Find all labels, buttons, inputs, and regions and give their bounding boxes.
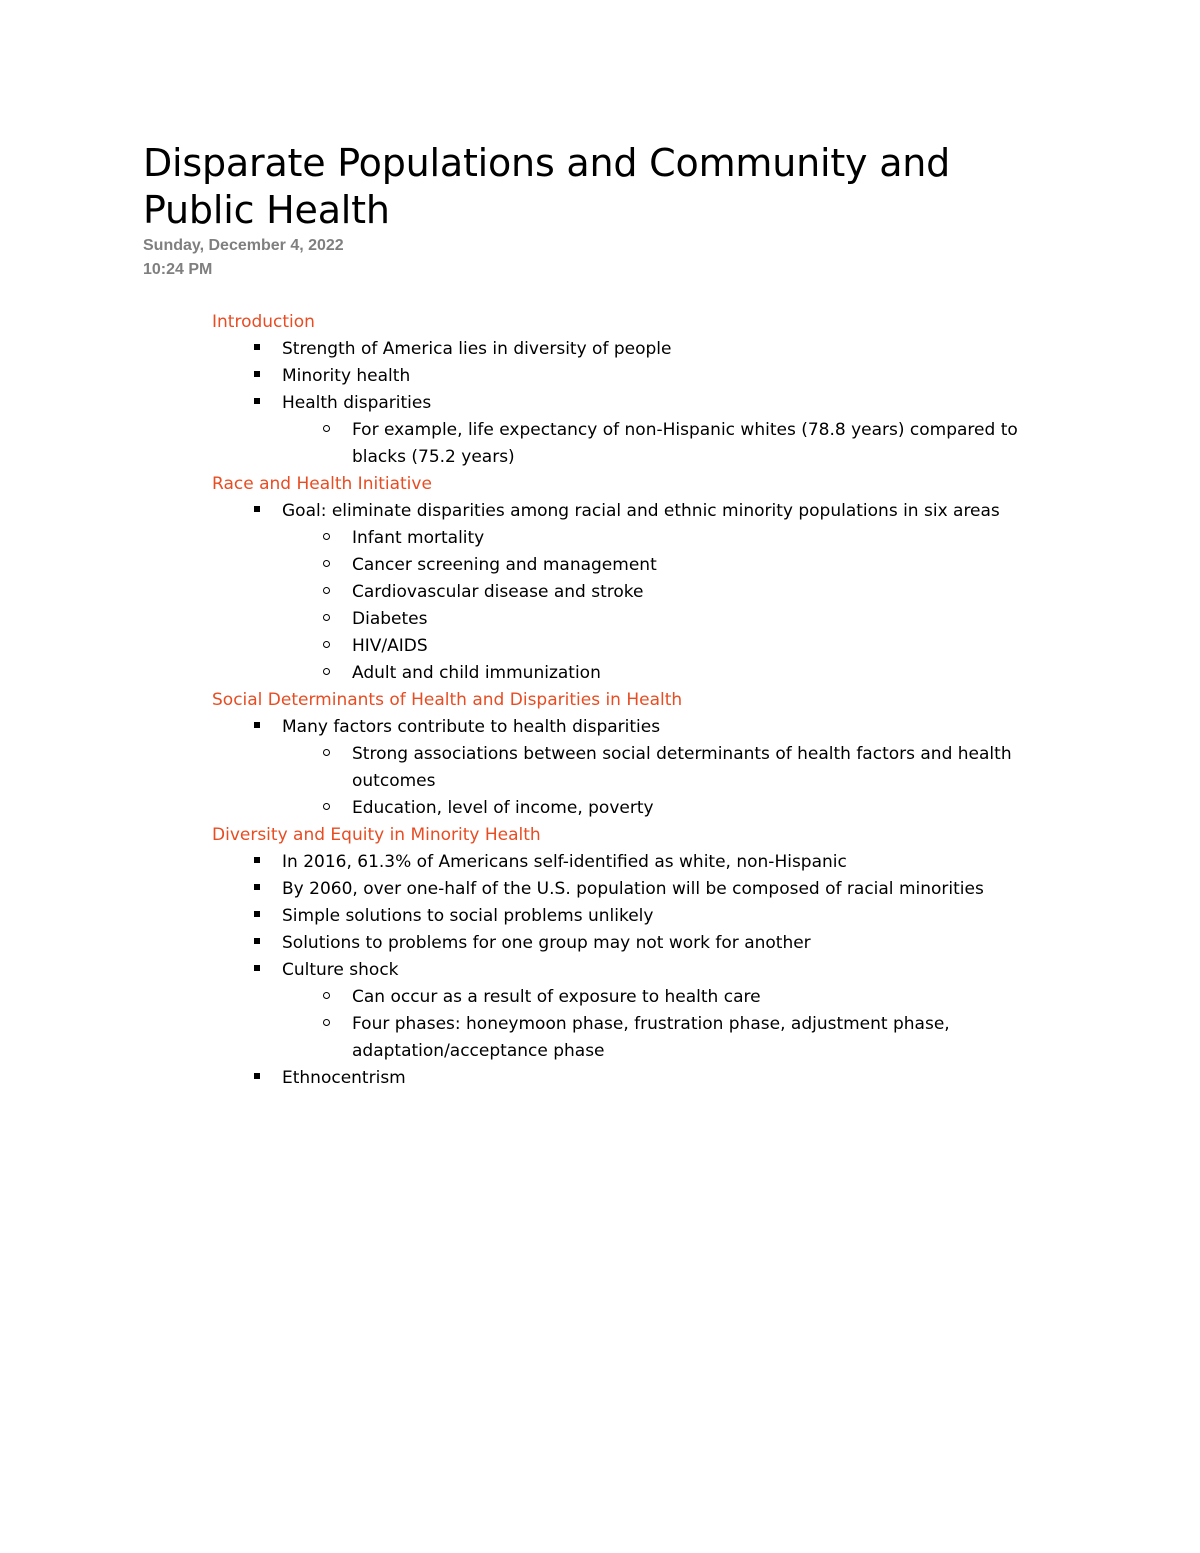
section-heading: Race and Health Initiative: [212, 474, 432, 494]
square-bullet-icon: [254, 722, 260, 728]
list-item-text: In 2016, 61.3% of Americans self-identified as white, non-Hispanic: [282, 852, 847, 872]
sub-list-item-text: For example, life expectancy of non-Hispanic whites (78.8 years) compared to blacks (75.2 years): [352, 420, 1018, 467]
note-time: 10:24 PM: [143, 261, 213, 278]
sub-list-item-text: HIV/AIDS: [352, 636, 428, 656]
sub-bullet-list: [282, 741, 1042, 822]
sub-list-item: [352, 795, 1042, 822]
sub-list-item-text: Cardiovascular disease and stroke: [352, 582, 644, 602]
list-item-text: Ethnocentrism: [282, 1068, 406, 1088]
list-item: [282, 903, 1042, 930]
sub-list-item-text: Adult and child immunization: [352, 663, 601, 683]
list-item-text: Culture shock: [282, 960, 399, 980]
square-bullet-icon: [254, 398, 260, 404]
circle-bullet-icon: [323, 614, 330, 621]
list-item-text: Solutions to problems for one group may not work for another: [282, 933, 811, 953]
list-item: [282, 390, 1042, 471]
list-item-text: Minority health: [282, 366, 411, 386]
square-bullet-icon: [254, 884, 260, 890]
list-item: [282, 498, 1042, 687]
circle-bullet-icon: [323, 749, 330, 756]
bullet-list: [212, 849, 1042, 1092]
page-title: Disparate Populations and Community and Public Health: [143, 141, 951, 232]
circle-bullet-icon: [323, 533, 330, 540]
circle-bullet-icon: [323, 1019, 330, 1026]
bullet-list: [212, 498, 1042, 687]
sub-list-item: [352, 741, 1042, 795]
sub-list-item: [352, 633, 1042, 660]
square-bullet-icon: [254, 506, 260, 512]
note-date: Sunday, December 4, 2022: [143, 237, 344, 254]
bullet-list: [212, 336, 1042, 471]
list-item: [282, 336, 1042, 363]
note-body: [212, 309, 1042, 1092]
sub-list-item: [352, 1011, 1042, 1065]
sub-bullet-list: [282, 984, 1042, 1065]
sub-list-item-text: Can occur as a result of exposure to health care: [352, 987, 761, 1007]
sub-list-item: [352, 525, 1042, 552]
sub-list-item-text: Infant mortality: [352, 528, 485, 548]
square-bullet-icon: [254, 857, 260, 863]
square-bullet-icon: [254, 938, 260, 944]
square-bullet-icon: [254, 911, 260, 917]
sub-list-item-text: Diabetes: [352, 609, 428, 629]
circle-bullet-icon: [323, 641, 330, 648]
sub-list-item: [352, 417, 1042, 471]
sub-list-item-text: Cancer screening and management: [352, 555, 657, 575]
circle-bullet-icon: [323, 560, 330, 567]
section-heading: Social Determinants of Health and Disparities in Health: [212, 690, 683, 710]
sub-list-item: [352, 606, 1042, 633]
sub-bullet-list: [282, 417, 1042, 471]
sub-list-item-text: Education, level of income, poverty: [352, 798, 654, 818]
circle-bullet-icon: [323, 803, 330, 810]
list-item-text: Strength of America lies in diversity of people: [282, 339, 672, 359]
list-item-text: Many factors contribute to health disparities: [282, 717, 661, 737]
circle-bullet-icon: [323, 425, 330, 432]
list-item-text: Goal: eliminate disparities among racial and ethnic minority populations in six areas: [282, 501, 1000, 521]
square-bullet-icon: [254, 344, 260, 350]
sub-bullet-list: [282, 525, 1042, 687]
list-item: [282, 849, 1042, 876]
sub-list-item: [352, 579, 1042, 606]
bullet-list: [212, 714, 1042, 822]
circle-bullet-icon: [323, 668, 330, 675]
list-item: [282, 876, 1042, 903]
sub-list-item: [352, 984, 1042, 1011]
sub-list-item-text: Four phases: honeymoon phase, frustration phase, adjustment phase, adaptation/acceptance phase: [352, 1014, 950, 1061]
sub-list-item: [352, 552, 1042, 579]
list-item: [282, 1065, 1042, 1092]
sub-list-item-text: Strong associations between social determinants of health factors and health outcomes: [352, 744, 1012, 791]
list-item: [282, 714, 1042, 822]
circle-bullet-icon: [323, 992, 330, 999]
square-bullet-icon: [254, 371, 260, 377]
list-item: [282, 930, 1042, 957]
circle-bullet-icon: [323, 587, 330, 594]
sub-list-item: [352, 660, 1042, 687]
list-item-text: Simple solutions to social problems unlikely: [282, 906, 654, 926]
list-item: [282, 363, 1042, 390]
square-bullet-icon: [254, 1073, 260, 1079]
list-item-text: By 2060, over one-half of the U.S. population will be composed of racial minorities: [282, 879, 984, 899]
section-heading: Diversity and Equity in Minority Health: [212, 825, 541, 845]
section-heading: Introduction: [212, 312, 315, 332]
list-item: [282, 957, 1042, 1065]
square-bullet-icon: [254, 965, 260, 971]
list-item-text: Health disparities: [282, 393, 432, 413]
